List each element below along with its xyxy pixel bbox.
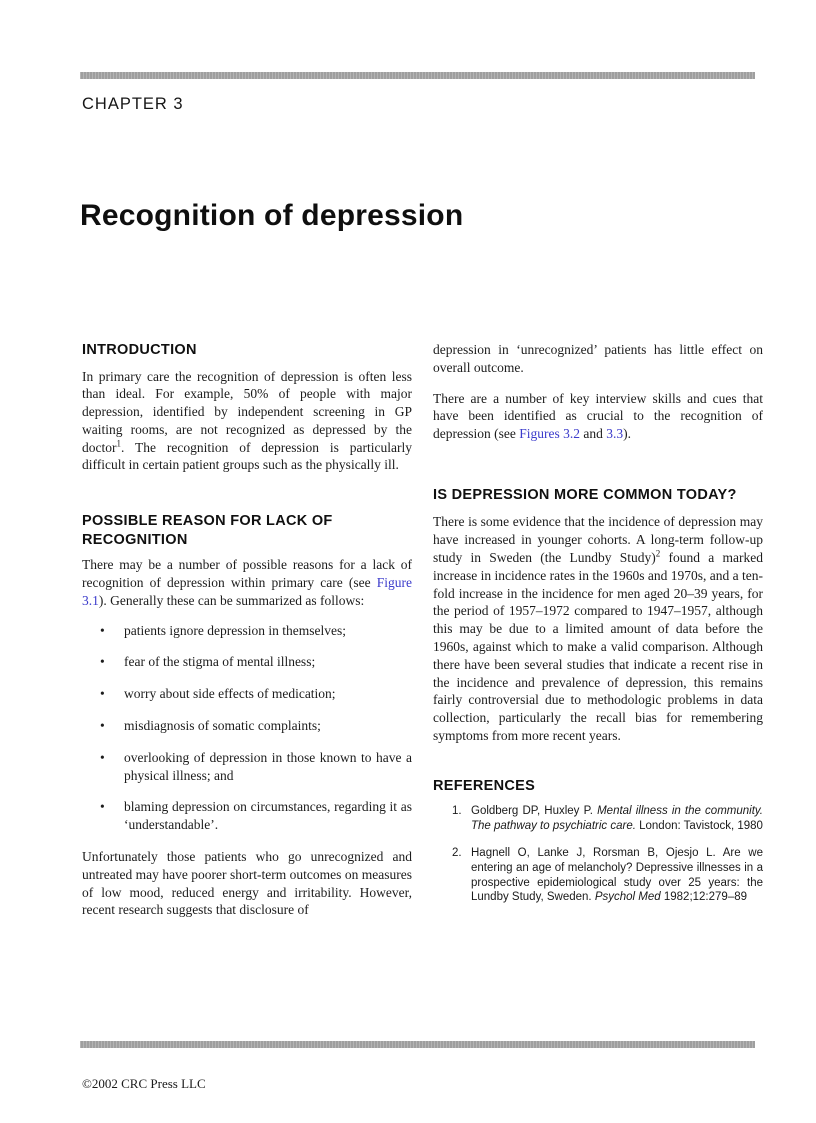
- common-today-heading: IS DEPRESSION MORE COMMON TODAY?: [433, 486, 737, 503]
- reference-title-italic: Mental illness in the community. The pathway to psychiatric care.: [471, 805, 763, 833]
- possible-reason-paragraph: [82, 556, 412, 609]
- reference-number: 2.: [452, 846, 462, 859]
- bullet-item: • worry about side effects of medication;: [82, 685, 412, 703]
- references-heading: REFERENCES: [433, 777, 536, 794]
- reference-item: [433, 804, 763, 834]
- two-column-body: [82, 341, 763, 919]
- reference-number: 1.: [452, 805, 462, 818]
- skills-text-a: There are a number of key interview skills and cues that have been identified as crucial to the recognition of depression (see: [433, 390, 763, 442]
- copyright-notice: ©2002 CRC Press LLC: [82, 1076, 206, 1091]
- bottom-divider-bar: [80, 1041, 755, 1048]
- skills-text-mid: and: [579, 426, 607, 442]
- introduction-heading: INTRODUCTION: [82, 342, 197, 358]
- figure-3-2-link[interactable]: Figures 3.2: [519, 426, 580, 442]
- common-text-a: There is some evidence that the incidence of depression may have increased in younger cohorts. A long-term follow-up study in Sweden (the Lundby Study): [433, 514, 763, 566]
- footnote-marker-2: 2: [655, 548, 661, 559]
- reference-journal-italic: Psychol Med: [594, 891, 661, 904]
- common-today-paragraph: [433, 513, 763, 744]
- reasons-text-a: There may be a number of possible reasons for a lack of recognition of depression within primary care (see: [82, 557, 412, 591]
- page-title: Recognition of depression: [80, 199, 464, 232]
- reference-text-a: Goldberg DP, Huxley P.: [471, 805, 598, 818]
- reference-text-a: Hagnell O, Lanke J, Rorsman B, Ojesjo L. Are we entering an age of melancholy? Depressive illnesses in a prospective epidemiological study over 25 years: the Lundby Study, Sweden.: [471, 846, 763, 904]
- chapter-label: CHAPTER 3: [82, 95, 184, 113]
- left-column: [82, 341, 412, 919]
- figure-3-1-link[interactable]: Figure 3.1: [82, 575, 412, 608]
- references-list: [433, 804, 763, 905]
- top-divider-bar: [80, 72, 755, 79]
- introduction-paragraph: [82, 368, 412, 475]
- bullet-item: • fear of the stigma of mental illness;: [82, 653, 412, 671]
- reference-text-b: 1982;12:279–89: [660, 891, 748, 904]
- bullet-item: • blaming depression on circumstances, regarding it as ‘understandable’.: [82, 798, 412, 834]
- footnote-marker-1: 1: [116, 438, 121, 449]
- common-text-b: found a marked increase in incidence rates in the 1960s and 1970s, and a ten-fold increase in the incidence for men aged 20–39 years, for the period of 1957–1972 compared to 1947–1957, although this may be due to a limited amount of data before the 1960s, against which to make a valid comparison. Although there have been several studies that indicate a recent rise in the incidence and prevalence of depression, this remains fairly controversial due to methodologic problems in data collection, particularly the recall bias for remembering symptoms from more recent years.: [433, 550, 763, 744]
- possible-reason-heading: POSSIBLE REASON FOR LACK OF RECOGNITION: [82, 513, 333, 548]
- reasons-bullet-list: [82, 622, 412, 834]
- bullet-item: • patients ignore depression in themselves;: [82, 622, 412, 640]
- reference-text-b: London: Tavistock, 1980: [635, 820, 763, 833]
- reasons-text-b: ). Generally these can be summarized as follows:: [98, 592, 365, 608]
- reference-item: [433, 846, 763, 905]
- interview-skills-paragraph: [433, 390, 763, 443]
- figure-3-3-link[interactable]: 3.3: [606, 426, 624, 442]
- outcome-paragraph: Unfortunately those patients who go unrecognized and untreated may have poorer short-term outcomes on measures of low mood, reduced energy and irritability. However, recent research suggests that disclosure of: [82, 849, 412, 918]
- intro-text-b: . The recognition of depression is particularly difficult in certain patient groups such as the physically ill.: [82, 439, 412, 473]
- right-column: [433, 341, 763, 919]
- bullet-item: • misdiagnosis of somatic complaints;: [82, 717, 412, 735]
- continuation-paragraph: depression in ‘unrecognized’ patients has little effect on overall outcome.: [433, 342, 763, 375]
- skills-text-b: ).: [623, 426, 631, 442]
- bullet-item: • overlooking of depression in those known to have a physical illness; and: [82, 749, 412, 785]
- intro-text-a: In primary care the recognition of depression is often less than ideal. For example, 50% of people with major depression, identified by independent screening in GP waiting rooms, are not recognized as depressed by the doctor: [82, 368, 412, 455]
